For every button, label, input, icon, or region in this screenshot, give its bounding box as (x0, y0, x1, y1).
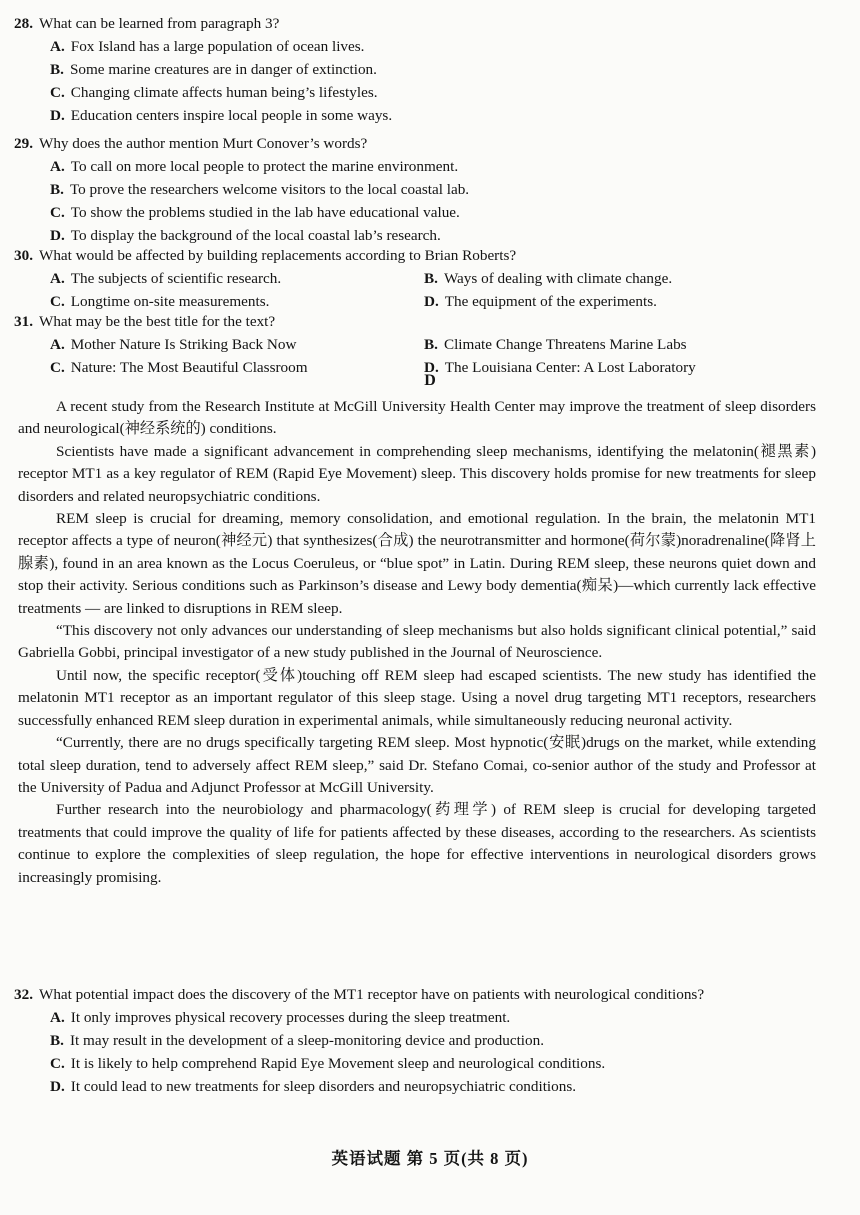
option-letter: A. (50, 158, 65, 175)
question-number: 32. (14, 986, 33, 1003)
option-b (50, 58, 830, 81)
option-text: Climate Change Threatens Marine Labs (443, 336, 687, 353)
question-stem (14, 983, 830, 1006)
option-letter: C. (50, 1055, 65, 1072)
question-text: What would be affected by building replacements according to Brian Roberts? (38, 247, 517, 264)
question-number: 29. (14, 135, 33, 152)
option-letter: B. (50, 1032, 64, 1049)
option-a (50, 155, 830, 178)
option-letter: D. (424, 359, 439, 376)
question-31 (14, 310, 830, 379)
question-stem (14, 310, 830, 333)
option-letter: B. (424, 336, 438, 353)
option-d (50, 104, 830, 127)
question-stem (14, 244, 830, 267)
question-stem (14, 12, 830, 35)
option-a (50, 1006, 830, 1029)
option-letter: A. (50, 1009, 65, 1026)
passage-paragraph: “Currently, there are no drugs specifically targeting REM sleep. Most hypnotic(安眠)drugs on the market, while extending total sleep duration, tend to adversely affect REM sleep,” said Dr. Stefano Comai, co-senior author of the study and Professor at the University of Padua and Adjunct Professor at McGill University. (18, 734, 816, 796)
question-text: What may be the best title for the text? (38, 313, 276, 330)
options-list (14, 155, 830, 247)
option-letter: B. (50, 61, 64, 78)
option-text: Fox Island has a large population of ocean lives. (70, 38, 365, 55)
option-text: It could lead to new treatments for sleep disorders and neuropsychiatric conditions. (70, 1078, 577, 1095)
option-text: Education centers inspire local people in some ways. (70, 107, 393, 124)
question-text: What potential impact does the discovery of the MT1 receptor have on patients with neurological conditions? (38, 986, 705, 1003)
option-text: Nature: The Most Beautiful Classroom (70, 359, 308, 376)
page-footer: 英语试题 第 5 页(共 8 页) (331, 1149, 529, 1168)
question-text: What can be learned from paragraph 3? (38, 15, 280, 32)
passage-paragraph: A recent study from the Research Institute at McGill University Health Center may improve the treatment of sleep disorders and neurological(神经系统的) conditions. (18, 398, 816, 438)
passage-paragraph: Until now, the specific receptor(受体)touching off REM sleep had escaped scientists. The new study has identified the melatonin MT1 receptor as an important regulator of this sleep stage. Using a novel drug targeting MT1 receptors, researchers successfully enhanced REM sleep duration in experimental animals, while simultaneously reducing neuronal activity. (18, 666, 816, 729)
option-letter: D. (424, 293, 439, 310)
option-text: To show the problems studied in the lab have educational value. (70, 204, 460, 221)
option-text: It only improves physical recovery processes during the sleep treatment. (70, 1009, 511, 1026)
passage-paragraph: REM sleep is crucial for dreaming, memory consolidation, and emotional regulation. In the brain, the melatonin MT1 receptor affects a type of neuron(神经元) that synthesizes(合成) the neurotransmitter and hormone(荷尔蒙)noradrenaline(降肾上腺素), found in an area known as the Locus Coeruleus, or “blue spot” in Latin. During REM sleep, these neurons quiet down and stop their activity. Serious conditions such as Parkinson’s disease and Lewy body dementia(痴呆)—which currently lack effective treatments — are linked to disruptions in REM sleep. (18, 510, 816, 617)
option-text: Changing climate affects human being’s lifestyles. (70, 84, 378, 101)
question-number: 30. (14, 247, 33, 264)
option-c (50, 1052, 830, 1075)
option-text: Mother Nature Is Striking Back Now (70, 336, 297, 353)
options-list (14, 1006, 830, 1098)
option-b (50, 178, 830, 201)
reading-passage (18, 396, 816, 889)
option-letter: A. (50, 38, 65, 55)
option-a (50, 35, 830, 58)
question-28 (14, 12, 830, 127)
passage-paragraph: Scientists have made a significant advancement in comprehending sleep mechanisms, identifying the melatonin(褪黑素) receptor MT1 as a key regulator of REM (Rapid Eye Movement) sleep. This discovery holds promise for new treatments for sleep disorders and related neuropsychiatric conditions. (18, 442, 816, 505)
passage-paragraph: Further research into the neurobiology and pharmacology(药理学) of REM sleep is crucial for developing targeted treatments that could improve the quality of life for patients affected by these diseases, according to the researchers. As scientists continue to explore the complexities of sleep regulation, the hope for effective interventions in neurological disorders grows increasingly promising. (18, 801, 816, 886)
question-text: Why does the author mention Murt Conover’s words? (38, 135, 368, 152)
option-a (50, 333, 424, 356)
option-text: Longtime on-site measurements. (70, 293, 270, 310)
option-letter: A. (50, 336, 65, 353)
passage-paragraph: “This discovery not only advances our understanding of sleep mechanisms but also holds significant clinical potential,” said Gabriella Gobbi, principal investigator of a new study published in the Journal of Neuroscience. (18, 622, 816, 662)
option-text: Some marine creatures are in danger of extinction. (69, 61, 377, 78)
option-text: The equipment of the experiments. (444, 293, 657, 310)
option-letter: C. (50, 84, 65, 101)
option-text: The Louisiana Center: A Lost Laboratory (444, 359, 696, 376)
option-text: It may result in the development of a sleep-monitoring device and production. (69, 1032, 544, 1049)
question-stem (14, 132, 830, 155)
option-text: Ways of dealing with climate change. (443, 270, 673, 287)
option-text: To call on more local people to protect the marine environment. (70, 158, 459, 175)
question-number: 28. (14, 15, 33, 32)
option-text: To prove the researchers welcome visitors to the local coastal lab. (69, 181, 470, 198)
option-a (50, 267, 424, 290)
option-letter: B. (424, 270, 438, 287)
question-29 (14, 132, 830, 247)
option-letter: C. (50, 293, 65, 310)
option-letter: D. (50, 107, 65, 124)
option-c (50, 81, 830, 104)
option-b (424, 333, 830, 356)
question-30 (14, 244, 830, 313)
option-d (50, 1075, 830, 1098)
options-list (14, 267, 830, 313)
option-b (50, 1029, 830, 1052)
question-number: 31. (14, 313, 33, 330)
option-letter: C. (50, 204, 65, 221)
option-letter: D. (50, 227, 65, 244)
option-letter: C. (50, 359, 65, 376)
option-text: The subjects of scientific research. (70, 270, 282, 287)
option-text: To display the background of the local coastal lab’s research. (70, 227, 441, 244)
options-list (14, 35, 830, 127)
option-b (424, 267, 830, 290)
option-letter: D. (50, 1078, 65, 1095)
option-c (50, 201, 830, 224)
option-text: It is likely to help comprehend Rapid Eye Movement sleep and neurological conditions. (70, 1055, 606, 1072)
option-letter: A. (50, 270, 65, 287)
option-letter: B. (50, 181, 64, 198)
question-32 (14, 983, 830, 1098)
section-heading: D (424, 372, 436, 389)
